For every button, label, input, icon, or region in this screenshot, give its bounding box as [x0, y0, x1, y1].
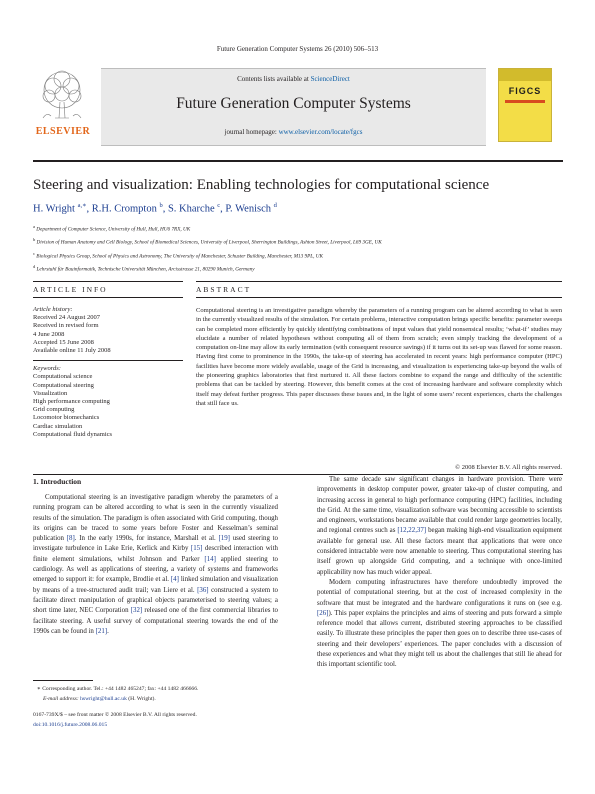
keywords-heading: Keywords:: [33, 365, 61, 373]
affiliation-text: Lehrstuhl für Bauinformatik, Technische Universität München, Arcisstrasse 21, 80290 Munich, Germany: [36, 267, 255, 274]
body-text: released one of the first commercial libraries to facilitate steering. A useful survey of computational steering towards the end of the 1990s can be found in: [33, 607, 278, 635]
citation-link[interactable]: [15]: [190, 545, 203, 553]
keyword: Grid computing: [33, 406, 75, 414]
history-entry: Available online 11 July 2008: [33, 347, 111, 355]
info-subrule: [33, 297, 183, 298]
article-info: [33, 306, 183, 439]
body-paragraph: [317, 475, 562, 578]
abstract-text: Computational steering is an investigative paradigm whereby the parameters of a running program can be altered according to what is seen in the currently visualized results of the simulation. For certain problems, interactive computation brings specific benefits: parameter sweeps can be completed more efficiently by quickly identifying combinations of input values that yield nonsensical results; ‘what-if’ studies may elucidate a number of related hypotheses without computing all of them from scratch; even simply tracking the development of a computation on-line may allow its early termination (with consequent resource savings) if it turns out its set-up was flawed for some reason. Having first come to prominence in the 1990s, the take-up of steering has accelerated in recent years: high performance computer (HPC) facilities have become more widely available, usage of the Grid is increasing, and visualization is experiencing take-up beyond the walls of the pioneering graphics laboratories that first nurtured it. All these factors combine to expand the range and difficulty of the scientific problems that can be tackled by steering. However, this benefit comes at the cost of increasing hardware and software complexity which itself may defeat further progress. This paper discusses these issues and, in the light of some users’ recent experiences, charts the challenges that still face us.: [196, 307, 562, 407]
citation-link[interactable]: [36]: [197, 586, 209, 594]
body-text: constructed a system to facilitate direct manipulation of graphical objects parameterised to steering values; a short time later, NEC Corporation: [33, 586, 279, 615]
affiliation-mark: d: [33, 264, 36, 270]
journal-cover-thumbnail: [498, 68, 552, 142]
author-marks: b: [159, 202, 163, 209]
affiliation: [33, 222, 563, 235]
body-text: applied steering to cardiology. As well as applications of steering, a variety of systems and frameworks emerged to support it: for example, Brodlie et al.: [33, 555, 278, 584]
abstract-subrule: [196, 297, 562, 298]
keyword-list: [33, 373, 183, 439]
footnote-rule: [33, 680, 93, 681]
author-name[interactable]: H. Wright: [33, 203, 75, 215]
copyright-line: © 2008 Elsevier B.V. All rights reserved.: [455, 464, 562, 471]
body-text: ). This paper explains the principles and aims of steering and puts forward a simple reference model that allows current, distributed steering approaches to be classified easily. To illustrate these principles the paper then goes on to describe three use-cases of steering and their developers’ experiences. The paper concludes with a discussion of these experiences and what they might tell us about the challenges that still lie ahead for this important scientific tool.: [317, 609, 562, 669]
author-list: [33, 201, 277, 215]
elsevier-wordmark: ELSEVIER: [35, 126, 91, 137]
citation-link[interactable]: [26]: [317, 609, 329, 617]
sciencedirect-link[interactable]: ScienceDirect: [310, 75, 350, 83]
body-paragraph: [33, 493, 278, 637]
journal-banner: [101, 68, 486, 146]
body-paragraph: [317, 578, 562, 671]
keyword: Computational science: [33, 373, 93, 381]
doi-link[interactable]: doi:10.1016/j.future.2008.06.015: [33, 721, 108, 728]
issn-line: 0167-739X/$ – see front matter © 2008 Elsevier B.V. All rights reserved.: [33, 712, 197, 718]
keyword: Computational steering: [33, 381, 94, 389]
section-heading: 1. Introduction: [33, 477, 82, 486]
citation-link[interactable]: [21]: [95, 627, 108, 635]
author-separator: ,: [86, 203, 92, 215]
author-separator: ,: [162, 203, 168, 215]
keyword: High performance computing: [33, 398, 110, 406]
body-text: used steering to investigate turbulence in Lake Erie, Kerlick and Kirby: [33, 535, 278, 553]
citation-link[interactable]: [8]: [66, 535, 75, 543]
homepage-line: journal homepage: www.elsevier.com/locate/fgcs: [224, 128, 363, 136]
body-text: . In the early 1990s, for instance, Marshall et al.: [74, 535, 219, 543]
history-entry: Received 24 August 2007: [33, 314, 100, 322]
history-entry: Received in revised form: [33, 322, 99, 330]
history-list: [33, 314, 183, 355]
info-divider: [33, 360, 183, 361]
keyword: Visualization: [33, 389, 68, 397]
citation-link[interactable]: [14]: [204, 555, 216, 563]
affiliation: [33, 235, 563, 248]
citation-link[interactable]: [4]: [170, 576, 179, 584]
journal-title: Future Generation Computer Systems: [176, 95, 411, 112]
affiliation-mark: a: [33, 224, 35, 229]
body-column-left: [33, 493, 278, 637]
affiliation: [33, 249, 563, 262]
keyword: Locomotor biomechanics: [33, 414, 100, 422]
author-email-link[interactable]: hswright@hull.ac.uk: [80, 695, 127, 702]
affiliation: [33, 262, 563, 275]
homepage-link[interactable]: www.elsevier.com/locate/fgcs: [278, 128, 363, 136]
header-rule: [33, 160, 563, 162]
keyword: Computational fluid dynamics: [33, 430, 113, 438]
citation-link[interactable]: [32]: [130, 607, 143, 615]
cover-mark: FIGCS: [508, 86, 542, 96]
affiliation-mark: c: [33, 250, 35, 256]
body-text: described interaction with finite element simulations, whilst Johnson and Parker: [33, 545, 278, 563]
issn-doi: [33, 711, 197, 730]
body-text: began making high-end visualization equipment available for general use. All these factors meant that applications that were once considered intractable were now amenable to steering. Thus computational steering has itself grown up alongside Grid computing, and a technique with once-limited applicability now has much wider appeal.: [317, 527, 562, 576]
article-info-label: ARTICLE INFO: [33, 285, 108, 294]
info-rule: [33, 281, 183, 282]
body-text: Computational steering is an investigative paradigm whereby the parameters of a running program can be altered according to what is seen in the currently visualized results of the simulation. The paradigm is often associated with Grid computing, though its origins can be traced to some years before Foster and Kesselman’s seminal publication: [33, 494, 278, 543]
citation-link[interactable]: [12,22,37]: [397, 527, 427, 535]
contents-line: Contents lists available at ScienceDirect: [237, 75, 350, 83]
body-text: linked simulation and visualization by means of a tree-structured audit trail; van Liere et al.: [33, 576, 279, 594]
article-title: Steering and visualization: Enabling technologies for computational science: [33, 177, 490, 193]
body-text: Modern computing infrastructures have therefore undoubtedly improved the potential of computational steering, but at the cost of increased complexity in the software that must be integrated and the hardware configurations it runs on (see e.g.: [317, 578, 562, 607]
corresponding-author-footnote: ∗ Corresponding author. Tel.: +44 1482 465247; fax: +44 1482 466666. E-mail address: hswright@hull.ac.uk (H. Wright).: [37, 686, 199, 702]
abstract-rule: [196, 281, 562, 282]
history-heading: Article history:: [33, 306, 73, 313]
author-marks: d: [273, 202, 277, 209]
author-name[interactable]: S. Kharche: [167, 203, 215, 215]
affiliation-text: Department of Computer Science, University of Hull, Hull, HU6 7RX, UK: [36, 226, 191, 233]
affiliations: [33, 222, 563, 276]
author-marks: a,∗: [77, 202, 87, 209]
author-name[interactable]: R.H. Crompton: [91, 203, 157, 215]
journal-header: [33, 68, 563, 148]
body-text: .: [107, 627, 109, 635]
running-head: Future Generation Computer Systems 26 (2010) 506–513: [216, 45, 379, 53]
affiliation-text: Biological Physics Group, School of Physics and Astronomy, The University of Manchester, Schuster Building, Manchester, M13 9PL, UK: [36, 253, 323, 260]
affiliation-text: Division of Human Anatomy and Cell Biology, School of Biomedical Sciences, University of Liverpool, Sherrington Buildings, Ashton Street, Liverpool, L69 3GE, UK: [36, 240, 382, 247]
abstract-label: ABSTRACT: [196, 285, 252, 294]
citation-link[interactable]: [19]: [218, 535, 230, 543]
keyword: Cardiac simulation: [33, 422, 83, 430]
affiliation-mark: b: [33, 237, 36, 243]
body-column-right: [317, 475, 562, 671]
author-separator: ,: [220, 203, 226, 215]
body-text: The same decade saw significant changes in hardware provision. There were improvements in desktop computer power, greater take-up of cluster computing, and increasing access in general to high performance computing (HPC) facilities, including the Grid. At the same time, visualization software was becoming accessible to scientists and engineers, workstations became available that could render large geometries locally, and regional centres such as: [317, 476, 562, 535]
author-name[interactable]: P. Wenisch: [225, 203, 272, 215]
history-entry: Accepted 15 June 2008: [33, 338, 94, 346]
author-marks: c: [217, 202, 221, 209]
history-entry: 4 June 2008: [33, 330, 65, 338]
